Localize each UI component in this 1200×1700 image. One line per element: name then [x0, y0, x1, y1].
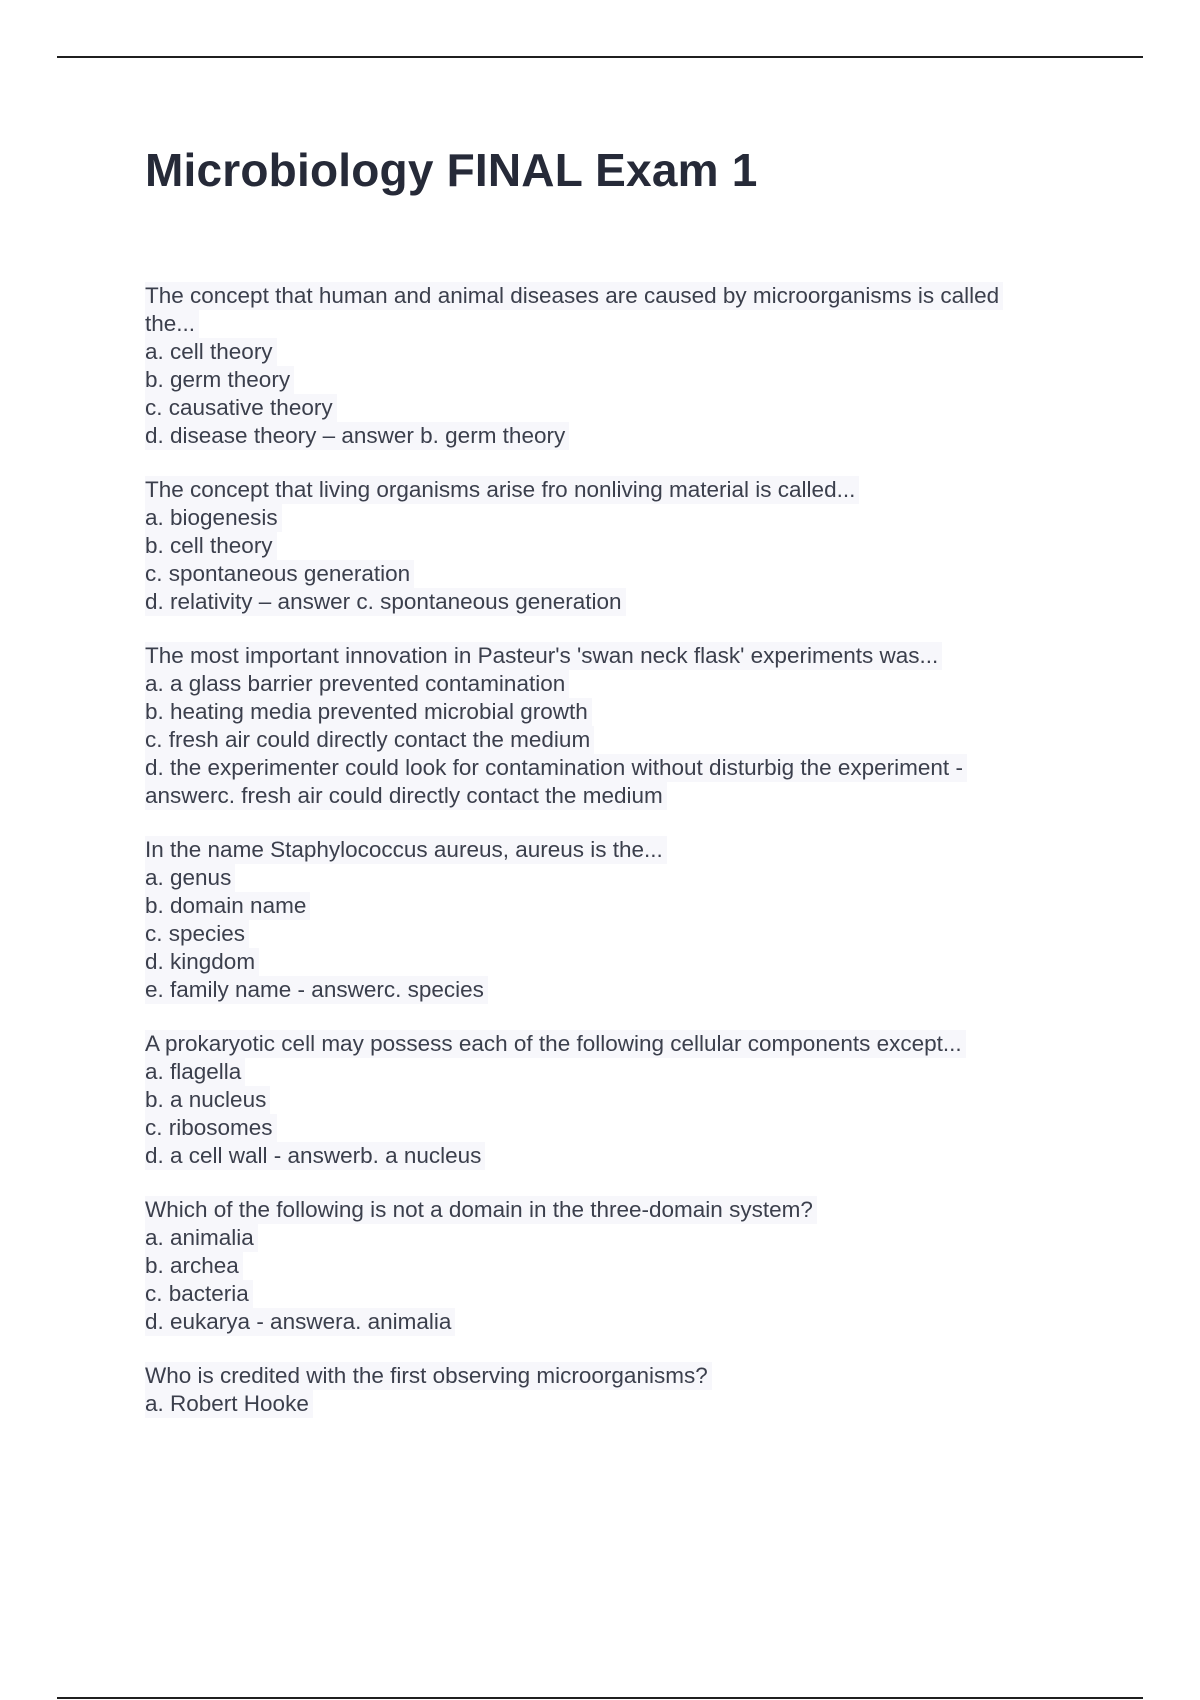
question-block [145, 1030, 1075, 1170]
answer-option: d. the experimenter could look for contamination without disturbig the experiment - [145, 754, 967, 782]
question-text: the... [145, 310, 199, 338]
answer-option: a. flagella [145, 1058, 245, 1086]
answer-option: b. archea [145, 1252, 243, 1280]
answer-option: a. genus [145, 864, 235, 892]
answer-option: d. a cell wall - answerb. a nucleus [145, 1142, 485, 1170]
answer-option: a. a glass barrier prevented contamination [145, 670, 569, 698]
answer-option: d. kingdom [145, 948, 259, 976]
question-text: Who is credited with the first observing microorganisms? [145, 1362, 712, 1390]
question-block [145, 836, 1075, 1004]
answer-option: b. cell theory [145, 532, 277, 560]
answer-option: c. species [145, 920, 249, 948]
question-block [145, 642, 1075, 810]
answer-option: answerc. fresh air could directly contact the medium [145, 782, 667, 810]
answer-option: a. Robert Hooke [145, 1390, 313, 1418]
answer-option: b. heating media prevented microbial growth [145, 698, 592, 726]
question-block [145, 1196, 1075, 1336]
footer-rule [57, 1697, 1143, 1699]
question-list [145, 282, 1075, 1418]
answer-option: d. eukarya - answera. animalia [145, 1308, 455, 1336]
question-block [145, 476, 1075, 616]
answer-option: a. cell theory [145, 338, 277, 366]
answer-option: c. ribosomes [145, 1114, 277, 1142]
answer-option: d. disease theory – answer b. germ theory [145, 422, 569, 450]
question-block [145, 1362, 1075, 1418]
question-text: In the name Staphylococcus aureus, aureus is the... [145, 836, 667, 864]
answer-option: c. spontaneous generation [145, 560, 414, 588]
question-text: Which of the following is not a domain in the three-domain system? [145, 1196, 817, 1224]
header-rule [57, 56, 1143, 58]
question-text: The concept that human and animal diseases are caused by microorganisms is called [145, 282, 1003, 310]
page-title: Microbiology FINAL Exam 1 [145, 144, 758, 196]
answer-option: c. causative theory [145, 394, 337, 422]
answer-option: c. fresh air could directly contact the medium [145, 726, 594, 754]
question-block [145, 282, 1075, 450]
answer-option: a. animalia [145, 1224, 258, 1252]
answer-option: b. a nucleus [145, 1086, 270, 1114]
question-text: A prokaryotic cell may possess each of the following cellular components except... [145, 1030, 966, 1058]
question-text: The most important innovation in Pasteur's 'swan neck flask' experiments was... [145, 642, 942, 670]
answer-option: b. germ theory [145, 366, 294, 394]
answer-option: e. family name - answerc. species [145, 976, 488, 1004]
document-body [145, 140, 1075, 1444]
answer-option: b. domain name [145, 892, 310, 920]
answer-option: d. relativity – answer c. spontaneous generation [145, 588, 626, 616]
answer-option: c. bacteria [145, 1280, 253, 1308]
question-text: The concept that living organisms arise fro nonliving material is called... [145, 476, 859, 504]
answer-option: a. biogenesis [145, 504, 282, 532]
